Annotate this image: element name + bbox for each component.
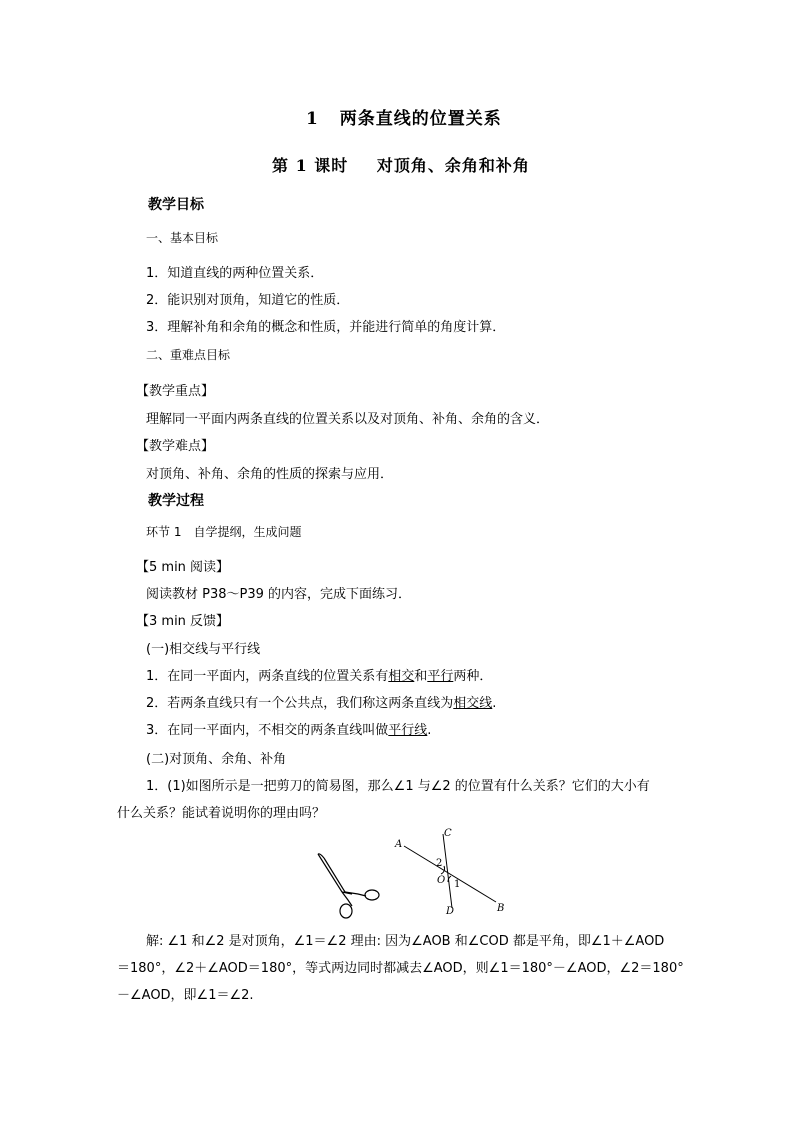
part-heading: (一)相交线与平行线	[146, 642, 261, 657]
basic-goals-heading: 一、基本目标	[146, 231, 219, 245]
point-label-a: A	[395, 839, 403, 850]
read-text: 阅读教材 P38～P39 的内容，完成下面练习．	[146, 587, 412, 602]
read-label: 【5 min 阅读】	[136, 560, 230, 575]
page-subtitle	[272, 153, 530, 176]
solution-line: 解: ∠1 和∠2 是对顶角，∠1＝∠2 理由: 因为∠AOB 和∠COD 都是平角，即∠1＋∠AOD	[146, 934, 665, 949]
question-text: 2．若两条直线只有一个公共点，我们称这两条直线为	[146, 696, 454, 711]
problem-line: 1．(1)如图所示是一把剪刀的简易图，那么∠1 与∠2 的位置有什么关系？它们的大小有	[146, 779, 650, 794]
solution-line: －∠AOD，即∠1＝∠2.	[117, 988, 254, 1003]
page-title	[306, 104, 502, 129]
step-heading: 环节 1 自学提纲，生成问题	[146, 525, 302, 539]
question-text: .	[492, 696, 497, 711]
point-label-o: O	[437, 875, 446, 886]
question-1	[146, 665, 492, 684]
difficulty-text: 对顶角、补角、余角的性质的探索与应用．	[146, 467, 394, 482]
title-text: 两条直线的位置关系	[339, 109, 502, 129]
point-label-d: D	[446, 906, 455, 917]
goal-item: 2．能识别对顶角，知道它的性质．	[146, 293, 350, 308]
angle-label-2: 2	[436, 858, 443, 869]
answer-blank: 平行线	[388, 723, 428, 738]
problem-line: 什么关系？能试着说明你的理由吗？	[117, 806, 326, 821]
feedback-label: 【3 min 反馈】	[136, 614, 230, 629]
difficulty-label: 【教学难点】	[136, 439, 215, 454]
process-heading: 教学过程	[148, 493, 204, 509]
title-number: 1	[306, 109, 319, 129]
scissors-figure	[312, 848, 382, 922]
question-text: 1．在同一平面内，两条直线的位置关系有	[146, 669, 389, 684]
answer-blank: 相交	[388, 669, 415, 684]
subtitle-topic: 对顶角、余角和补角	[376, 156, 530, 175]
question-text: 和	[414, 669, 428, 684]
point-label-c: C	[444, 828, 452, 839]
goals-heading: 教学目标	[148, 197, 204, 213]
goal-item: 3．理解补角和余角的概念和性质，并能进行简单的角度计算．	[146, 320, 506, 335]
answer-blank: 平行	[427, 669, 454, 684]
answer-blank: 相交线	[453, 696, 493, 711]
focus-text: 理解同一平面内两条直线的位置关系以及对顶角、补角、余角的含义．	[146, 412, 550, 427]
solution-line: ＝180°，∠2＋∠AOD＝180°，等式两边同时都减去∠AOD，则∠1＝180°－∠AOD，∠2＝180°	[117, 961, 684, 976]
part-heading: (二)对顶角、余角、补角	[146, 752, 287, 767]
question-text: 3．在同一平面内，不相交的两条直线叫做	[146, 723, 389, 738]
intersecting-lines-figure	[390, 826, 510, 918]
question-text: 两种．	[453, 669, 493, 684]
question-3	[146, 719, 431, 738]
point-label-b: B	[497, 903, 505, 914]
angle-label-1: 1	[454, 879, 461, 890]
goal-item: 1．知道直线的两种位置关系．	[146, 266, 324, 281]
subtitle-lesson: 第 1 课时	[272, 156, 349, 175]
question-text: .	[427, 723, 432, 738]
focus-label: 【教学重点】	[136, 384, 215, 399]
key-goals-heading: 二、重难点目标	[146, 348, 231, 362]
question-2	[146, 692, 496, 711]
